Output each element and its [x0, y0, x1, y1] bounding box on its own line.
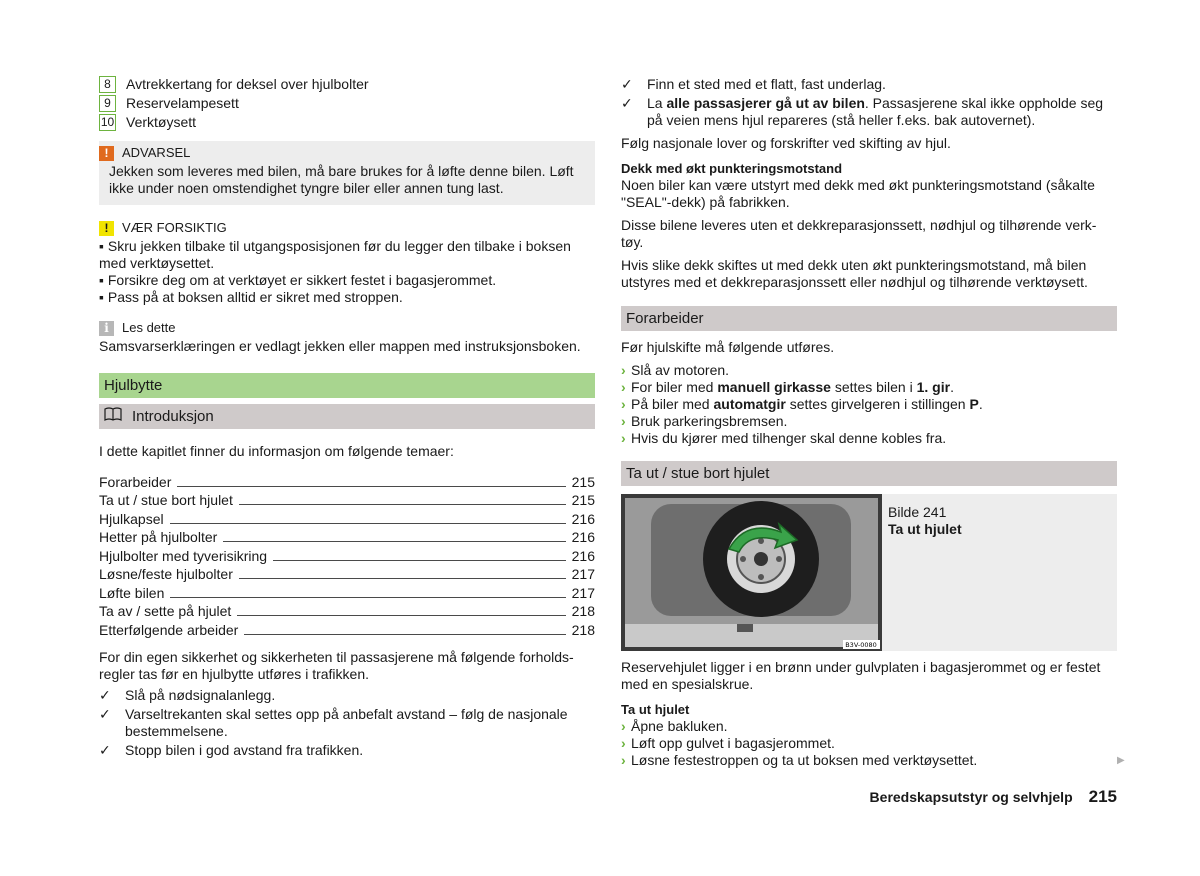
caution-block	[99, 220, 595, 306]
warning-text: Jekken som leveres med bilen, må bare brukes for å løfte denne bilen. Løft ikke under noen omstendighet tyngre biler eller annen tung last.	[109, 163, 574, 196]
left-column	[99, 76, 595, 761]
remove-heading: Ta ut / stue bort hjulet	[621, 461, 1117, 486]
checkmark-icon: ✓	[621, 76, 633, 92]
arrow-icon: ›	[621, 396, 626, 412]
safety-text: For din egen sikkerhet og sikkerheten til passasjerene må følgende forholds-regler tas før en hjulbytte utføres i trafikken.	[99, 648, 574, 682]
arrow-icon: ›	[621, 718, 626, 734]
list-item: › Bruk parkeringsbremsen.	[621, 413, 788, 429]
figure	[621, 494, 1117, 651]
seal-heading: Dekk med økt punkteringsmotstand	[621, 161, 843, 176]
prep-heading: Forarbeider	[621, 306, 1117, 331]
list-item: ✓ Finn et sted med et flatt, fast underlag.	[621, 76, 886, 92]
continue-arrow-icon: ▶	[1117, 755, 1125, 766]
arrow-icon: ›	[621, 413, 626, 429]
toc-entry[interactable]: Hjulbolter med tyverisikring 216	[99, 547, 595, 564]
list-item: › For biler med manuell girkasse settes bilen i 1. gir.	[621, 379, 954, 395]
note-header	[99, 320, 595, 336]
warning-icon: !	[99, 146, 114, 161]
arrow-icon: ›	[621, 362, 626, 378]
page-number: 215	[1088, 787, 1117, 806]
caution-header	[99, 220, 595, 236]
toc-entry[interactable]: Hetter på hjulbolter 216	[99, 529, 595, 545]
figure-code: B3V-0080	[845, 641, 877, 649]
toc-entry[interactable]: Løsne/feste hjulbolter 217	[99, 566, 595, 582]
intro-lead: I dette kapitlet finner du informasjon om følgende temaer:	[99, 443, 454, 459]
page-footer	[870, 788, 1117, 806]
caution-icon: !	[99, 221, 114, 236]
remove-text: Reservehjulet ligger i en brønn under gulvplaten i bagasjerommet og er festet med en spesialskrue.	[621, 659, 1101, 692]
list-item: › Løsne festestroppen og ta ut boksen med verktøysettet.	[621, 752, 978, 768]
list-item: ✓ Varseltrekanten skal settes opp på anbefalt avstand – følg de nasjonale bestemmelsene.	[99, 705, 568, 739]
checkmark-icon: ✓	[99, 686, 111, 703]
warning-box	[99, 141, 595, 205]
arrow-icon: ›	[621, 430, 626, 446]
arrow-icon: ›	[621, 379, 626, 395]
note-text: Samsvarserklæringen er vedlagt jekken eller mappen med instruksjonsboken.	[99, 338, 581, 354]
checkmark-icon: ✓	[99, 741, 111, 758]
note-block	[99, 320, 595, 355]
item-label: Verktøysett	[126, 114, 197, 130]
warning-title: ADVARSEL	[122, 145, 191, 160]
checklist	[99, 687, 595, 759]
arrow-icon: ›	[621, 752, 626, 768]
info-icon: i	[99, 321, 114, 336]
list-item: ▪ Skru jekken tilbake til utgangsposisjonen før du legger den tilbake i boksen med verktøysettet.	[99, 238, 571, 271]
prep-steps	[621, 362, 1117, 447]
intro-title: Introduksjon	[132, 408, 214, 425]
caution-title: VÆR FORSIKTIG	[122, 220, 227, 235]
parts-list	[99, 76, 595, 131]
list-item: ✓ Slå på nødsignalanlegg.	[99, 686, 276, 703]
right-column	[621, 76, 1117, 769]
figure-caption-block	[882, 494, 968, 651]
seal-paragraph: Noen biler kan være utstyrt med dekk med økt punkteringsmotstand (såkalte "SEAL"-dekk) på fabrikken.	[621, 177, 1095, 210]
checkmark-icon: ✓	[99, 705, 111, 722]
item-number-badge: 9	[99, 95, 116, 112]
list-item	[99, 76, 595, 93]
intro-heading	[99, 404, 595, 429]
item-label: Reservelampesett	[126, 95, 239, 111]
law-text: Følg nasjonale lover og forskrifter ved skifting av hjul.	[621, 135, 951, 151]
list-item	[99, 114, 595, 131]
list-item: › Slå av motoren.	[621, 362, 730, 378]
table-of-contents	[99, 472, 595, 639]
footer-section: Beredskapsutstyr og selvhjelp	[869, 789, 1073, 805]
toc-entry[interactable]: Hjulkapsel 216	[99, 510, 595, 527]
list-item: ✓ Stopp bilen i god avstand fra trafikken.	[99, 741, 364, 758]
note-title: Les dette	[122, 320, 176, 335]
toc-entry[interactable]: Ta av / sette på hjulet 218	[99, 603, 595, 619]
prep-lead: Før hjulskifte må følgende utføres.	[621, 339, 835, 355]
book-icon	[104, 407, 122, 426]
toc-entry[interactable]: Forarbeider 215	[99, 473, 595, 490]
steps-heading: Ta ut hjulet	[621, 702, 690, 717]
checkmark-icon: ✓	[621, 95, 633, 111]
list-item: › Åpne bakluken.	[621, 718, 728, 734]
warning-header	[104, 145, 585, 161]
toc-entry[interactable]: Ta ut / stue bort hjulet 215	[99, 492, 595, 508]
figure-caption: Ta ut hjulet	[888, 521, 962, 537]
list-item: › Løft opp gulvet i bagasjerommet.	[621, 735, 835, 751]
list-item: ▪ Pass på at boksen alltid er sikret med stroppen.	[99, 289, 403, 305]
list-item: ✓ La alle passasjerer gå ut av bilen. Passasjerene skal ikke oppholde seg på veien mens hjul repareres (stå heller f.eks. bak autovernet).	[621, 95, 1104, 128]
arrow-icon: ›	[621, 735, 626, 751]
seal-paragraph: Hvis slike dekk skiftes ut med dekk uten økt punkteringsmotstand, må bilen utstyres med et dekkreparasjonssett eller nødhjul og tilhørende verktøysett.	[621, 257, 1088, 290]
list-item: › Hvis du kjører med tilhenger skal denne kobles fra.	[621, 430, 947, 446]
spare-wheel-illustration	[621, 494, 882, 651]
list-item: › På biler med automatgir settes girvelgeren i stillingen P.	[621, 396, 983, 412]
item-number-badge: 8	[99, 76, 116, 93]
toc-entry[interactable]: Etterfølgende arbeider 218	[99, 621, 595, 638]
section-title: Hjulbytte	[99, 373, 595, 398]
list-item	[99, 95, 595, 112]
item-number-badge: 10	[100, 115, 115, 129]
figure-label: Bilde 241	[888, 504, 947, 520]
seal-paragraph: Disse bilene leveres uten et dekkreparasjonssett, nødhjul og tilhørende verk-tøy.	[621, 217, 1097, 250]
list-item: ▪ Forsikre deg om at verktøyet er sikkert festet i bagasjerommet.	[99, 272, 497, 288]
item-label: Avtrekkertang for deksel over hjulbolter	[126, 76, 369, 92]
toc-entry[interactable]: Løfte bilen 217	[99, 584, 595, 601]
